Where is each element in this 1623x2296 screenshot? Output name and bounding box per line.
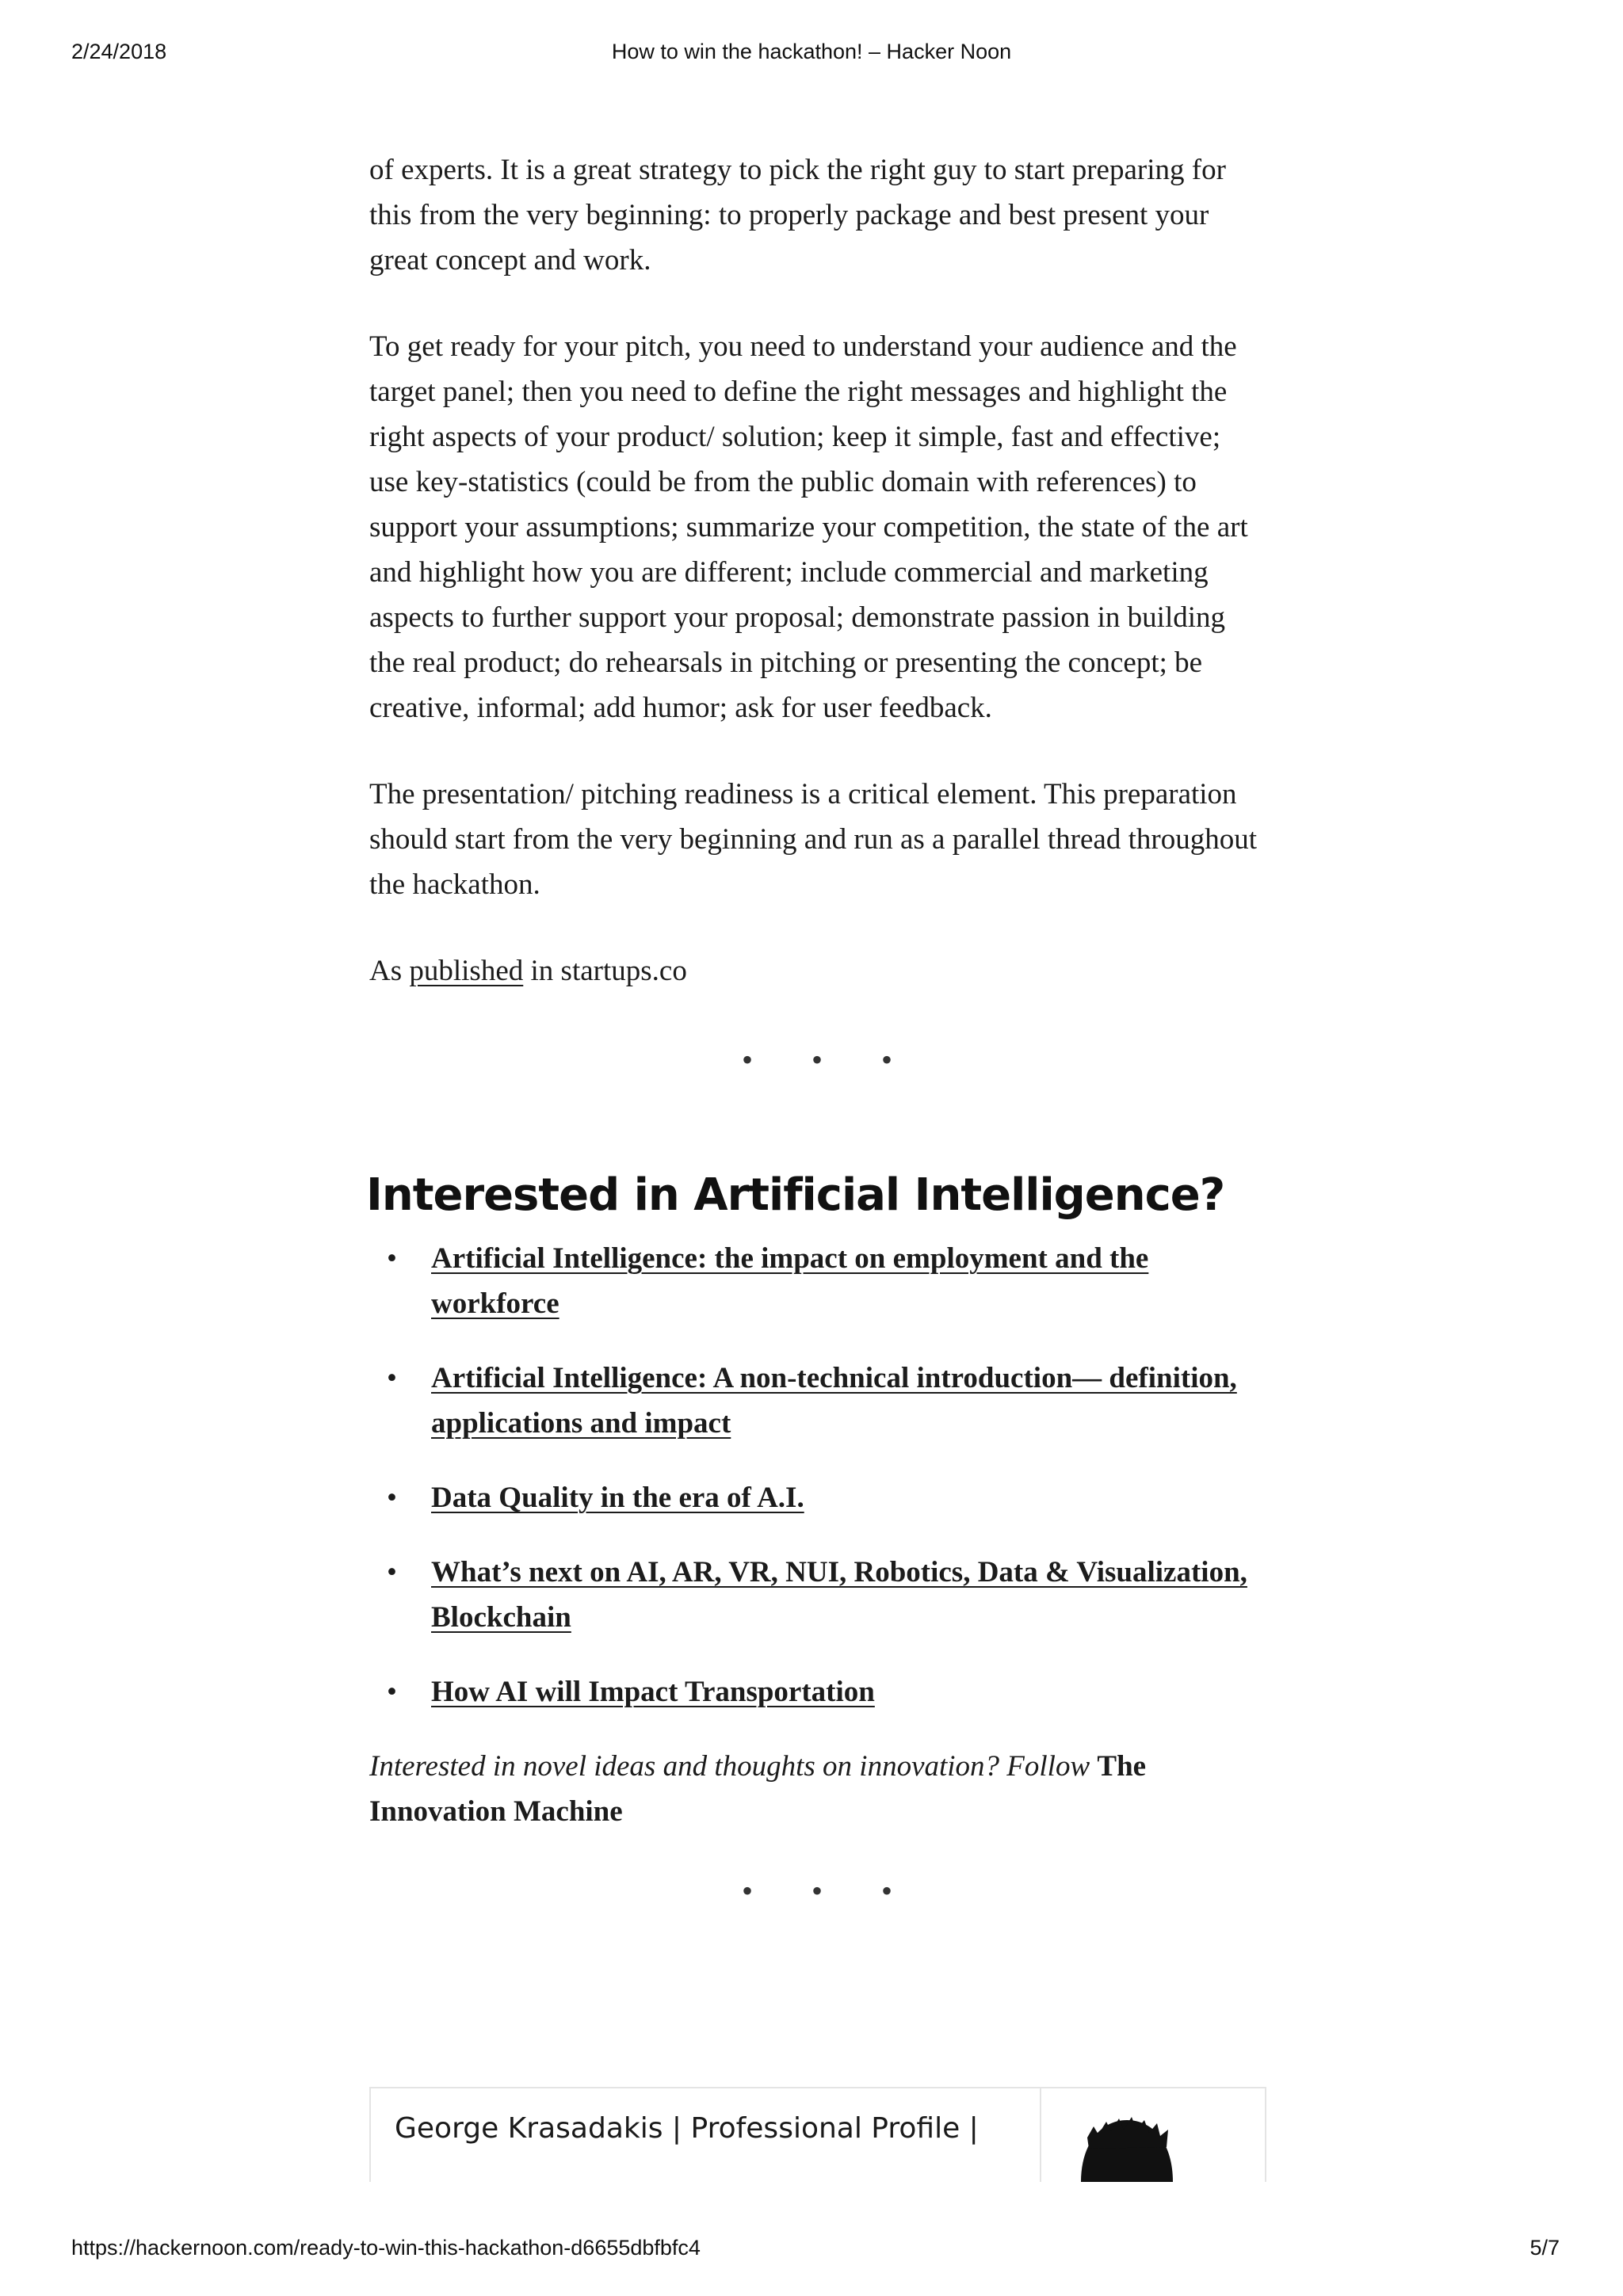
follow-line <box>369 1744 1265 1834</box>
section-separator: • • • <box>741 1042 918 1077</box>
ai-article-link[interactable]: How AI will Impact Transportation <box>431 1676 875 1708</box>
published-prefix: As <box>369 955 403 987</box>
list-item <box>369 1356 1265 1446</box>
print-header-title: How to win the hackathon! – Hacker Noon <box>611 40 1012 63</box>
ai-article-link[interactable]: Artificial Intelligence: the impact on employment and the workforce <box>431 1242 1149 1320</box>
print-footer-url: https://hackernoon.com/ready-to-win-this-hackathon-d6655dbfbfc4 <box>71 2236 701 2260</box>
bullet: • <box>387 1556 397 1589</box>
bullet: • <box>387 1242 397 1275</box>
bullet: • <box>387 1362 397 1394</box>
article-paragraph: of experts. It is a great strategy to pick the right guy to start preparing for this from the very beginning: to properly package and best present your great concept and work. <box>369 154 1226 277</box>
published-suffix: in startups.co <box>530 955 687 987</box>
bullet: • <box>387 1482 397 1514</box>
print-footer-page: 5/7 <box>1529 2236 1560 2260</box>
section-title: Interested in Artificial Intelligence? <box>366 1169 1225 1221</box>
profile-card-title: George Krasadakis | Professional Profile | <box>395 2112 979 2145</box>
article-body <box>366 147 1265 1909</box>
bullet: • <box>387 1676 397 1708</box>
list-item <box>369 1550 1265 1640</box>
follow-text: Interested in novel ideas and thoughts on innovation? Follow <box>369 1750 1090 1783</box>
list-item <box>369 1669 1265 1714</box>
ai-article-link[interactable]: Data Quality in the era of A.I. <box>431 1482 804 1514</box>
ai-article-link[interactable]: Artificial Intelligence: A non-technical introduction— definition, applications and impact <box>431 1362 1237 1440</box>
innovation-machine-link[interactable]: The Innovation Machine <box>369 1750 1147 1828</box>
avatar-icon <box>1041 2088 1265 2182</box>
profile-card[interactable] <box>369 2087 1266 2182</box>
article-paragraph: To get ready for your pitch, you need to understand your audience and the target panel; then you need to define the right messages and highlight the right aspects of your product/ solution; keep it simple, fast and effective; use key-statistics (could be from the public domain with references) to support your assumptions; summarize your competition, the state of the art and highlight how you are different; include commercial and marketing aspects to further support your proposal; demonstrate passion in building the real product; do rehearsals in pitching or presenting the concept; be creative, informal; add humor; ask for user feedback. <box>369 330 1248 724</box>
print-header-date: 2/24/2018 <box>71 40 167 63</box>
ai-article-link[interactable]: What’s next on AI, AR, VR, NUI, Robotics, Data & Visualization, Blockchain <box>431 1556 1247 1634</box>
profile-photo <box>1040 2088 1265 2182</box>
section-separator: • • • <box>741 1873 918 1909</box>
published-line <box>369 948 1265 994</box>
list-item <box>369 1236 1265 1326</box>
list-item <box>369 1475 1265 1520</box>
published-link[interactable]: published <box>409 955 524 987</box>
ai-article-list <box>369 1236 1265 1714</box>
article-paragraph: The presentation/ pitching readiness is a critical element. This preparation should start from the very beginning and run as a parallel thread throughout the hackathon. <box>369 778 1257 901</box>
